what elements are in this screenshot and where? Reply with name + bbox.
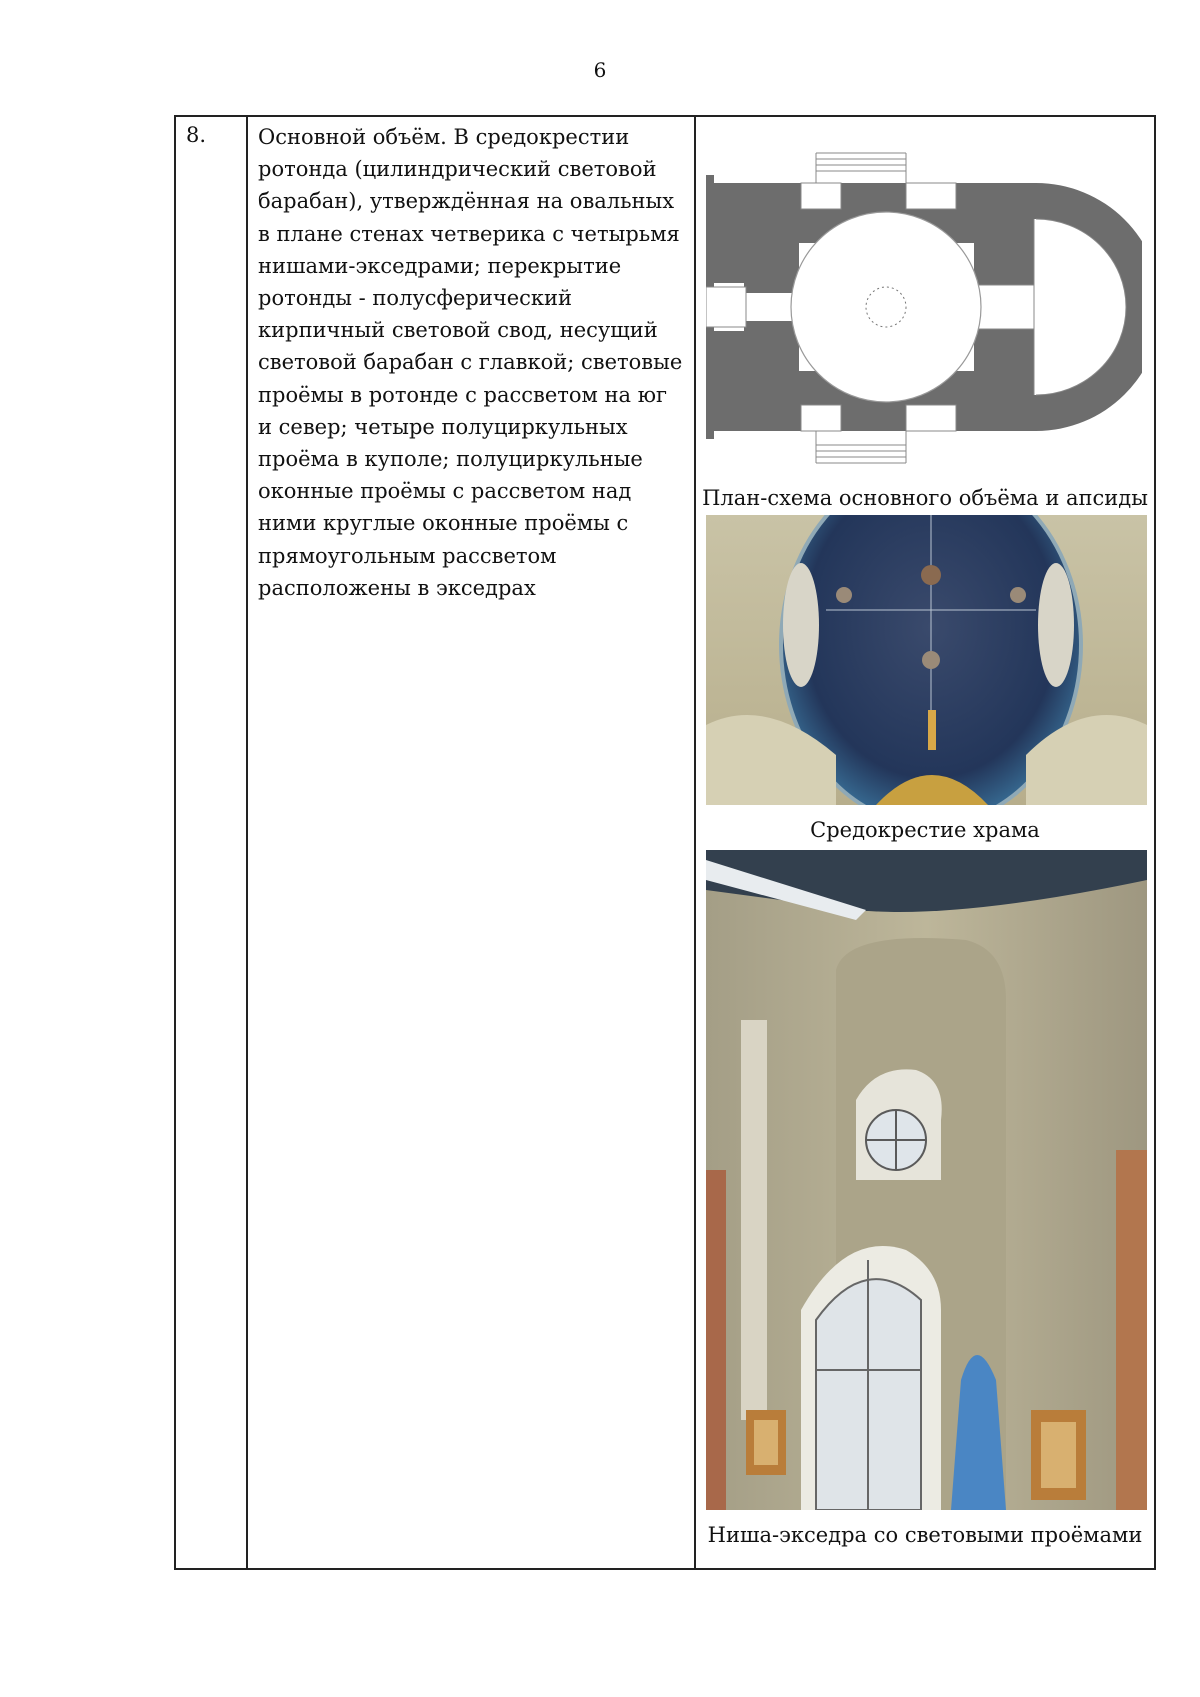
exedra-photo-image (706, 850, 1147, 1510)
figures-cell (695, 116, 1155, 1569)
table-row (175, 116, 1155, 1569)
description-cell (247, 116, 695, 1569)
exedra-photo (706, 850, 1147, 1510)
row-number: 8. (186, 123, 207, 147)
row-number-cell (175, 116, 247, 1569)
crossing-photo (706, 515, 1147, 805)
plan-caption: План-схема основного объёма и апсиды (702, 486, 1148, 510)
content-table (174, 115, 1156, 1570)
floor-plan-drawing (706, 145, 1142, 467)
crossing-photo-image (706, 515, 1147, 805)
crossing-caption: Средокрестие храма (810, 818, 1040, 842)
floor-plan-figure (706, 145, 1142, 467)
exedra-caption: Ниша-экседра со световыми проёмами (707, 1523, 1143, 1547)
page-number: 6 (593, 58, 607, 82)
row-description: Основной объём. В средокрестии ротонда (цилиндрический световой барабан), утверждённая на овальных в плане стенах четверика с четырьмя нишами-экседрами; перекрытие ротонды - полусферический кирпичный световой свод, несущий световой барабан с главкой; световые проёмы в ротонде с рассветом на юг и север; четыре полуциркульных проёма в куполе; полуциркульные оконные проёмы с рассветом над ними круглые оконные проёмы с прямоугольным рассветом расположены в экседрах (258, 125, 683, 600)
